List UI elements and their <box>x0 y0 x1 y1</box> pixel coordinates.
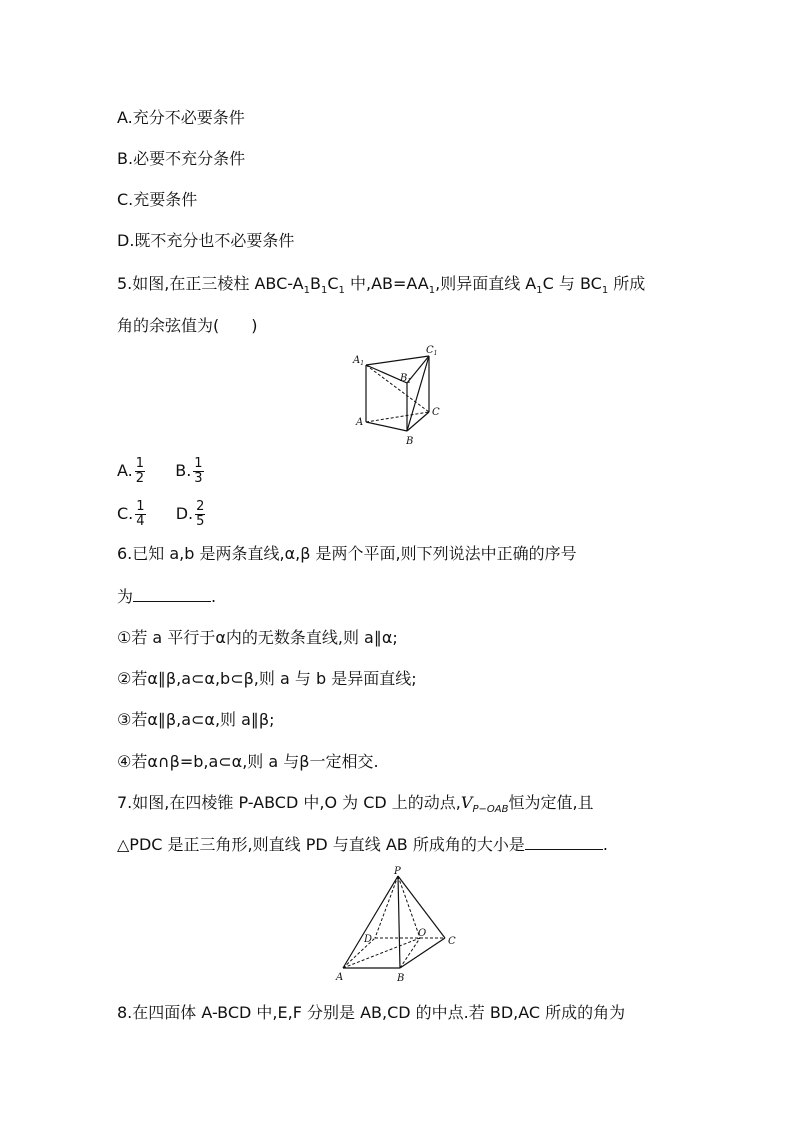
q5-option-c: C. $\frac{1}{4}$ <box>117 499 145 529</box>
prism-figure <box>350 345 450 450</box>
q5-options-row1 <box>117 457 206 486</box>
q5-option-a: A. $\frac{1}{2}$ <box>117 456 145 486</box>
label-c: C <box>448 936 456 947</box>
q6-answer-blank[interactable] <box>133 587 211 602</box>
label-a: A <box>336 972 344 983</box>
q5-stem-line1: 5.如图,在正三棱柱 ABC-$A_1B_1C_1$ 中$,AB=AA_1$,则异面直线 $A_1C$ 与 $BC_1$ 所成 <box>117 274 646 297</box>
q6-statement-2: ②若α∥β,a⊂α,b⊂β,则 a 与 b 是异面直线; <box>117 669 417 688</box>
q6-stem-line1: 6.已知 a,b 是两条直线,α,β 是两个平面,则下列说法中正确的序号 <box>117 544 577 563</box>
q5-stem-line2: 角的余弦值为( ) <box>117 316 258 335</box>
q5-options-row2 <box>117 500 207 529</box>
q7-stem-line1: 7.如图,在四棱锥 P-ABCD 中,O 为 CD 上的动点$,V_{P-OAB}$恒为定值,且 <box>117 793 594 816</box>
label-b1: $B_1$ <box>400 373 412 385</box>
q6-statement-1: ①若 a 平行于α内的无数条直线,则 a∥α; <box>117 628 398 647</box>
label-c: C <box>432 407 440 418</box>
label-d: D <box>364 934 373 945</box>
label-b: B <box>406 436 414 447</box>
label-b: B <box>397 973 405 984</box>
q5-option-d: D. $\frac{2}{5}$ <box>175 499 205 529</box>
label-c1: $C_1$ <box>426 345 438 357</box>
q6-statement-3: ③若α∥β,a⊂α,则 a∥β; <box>117 710 275 729</box>
pyramid-figure <box>328 866 468 986</box>
q8-stem-line1: 8.在四面体 A-BCD 中,E,F 分别是 AB,CD 的中点.若 BD,AC 所成的角为 <box>117 1003 626 1022</box>
label-o: O <box>418 928 427 939</box>
q5-option-b: B. $\frac{1}{3}$ <box>175 456 203 486</box>
q7-answer-blank[interactable] <box>525 835 603 850</box>
q6-statement-4: ④若α∩β=b,a⊂α,则 a 与β一定相交. <box>117 752 379 771</box>
q4-option-b: B.必要不充分条件 <box>117 149 246 168</box>
q7-stem-line2: △PDC 是正三角形,则直线 PD 与直线 AB 所成角的大小是 . <box>117 835 608 854</box>
q4-option-d: D.既不充分也不必要条件 <box>117 231 295 250</box>
q4-option-c: C.充要条件 <box>117 190 198 209</box>
q6-stem-line2: 为 . <box>117 587 217 606</box>
label-a: A <box>356 417 364 428</box>
label-p: P <box>394 866 401 877</box>
label-a1: $A_1$ <box>353 355 365 367</box>
q4-option-a: A.充分不必要条件 <box>117 108 245 127</box>
